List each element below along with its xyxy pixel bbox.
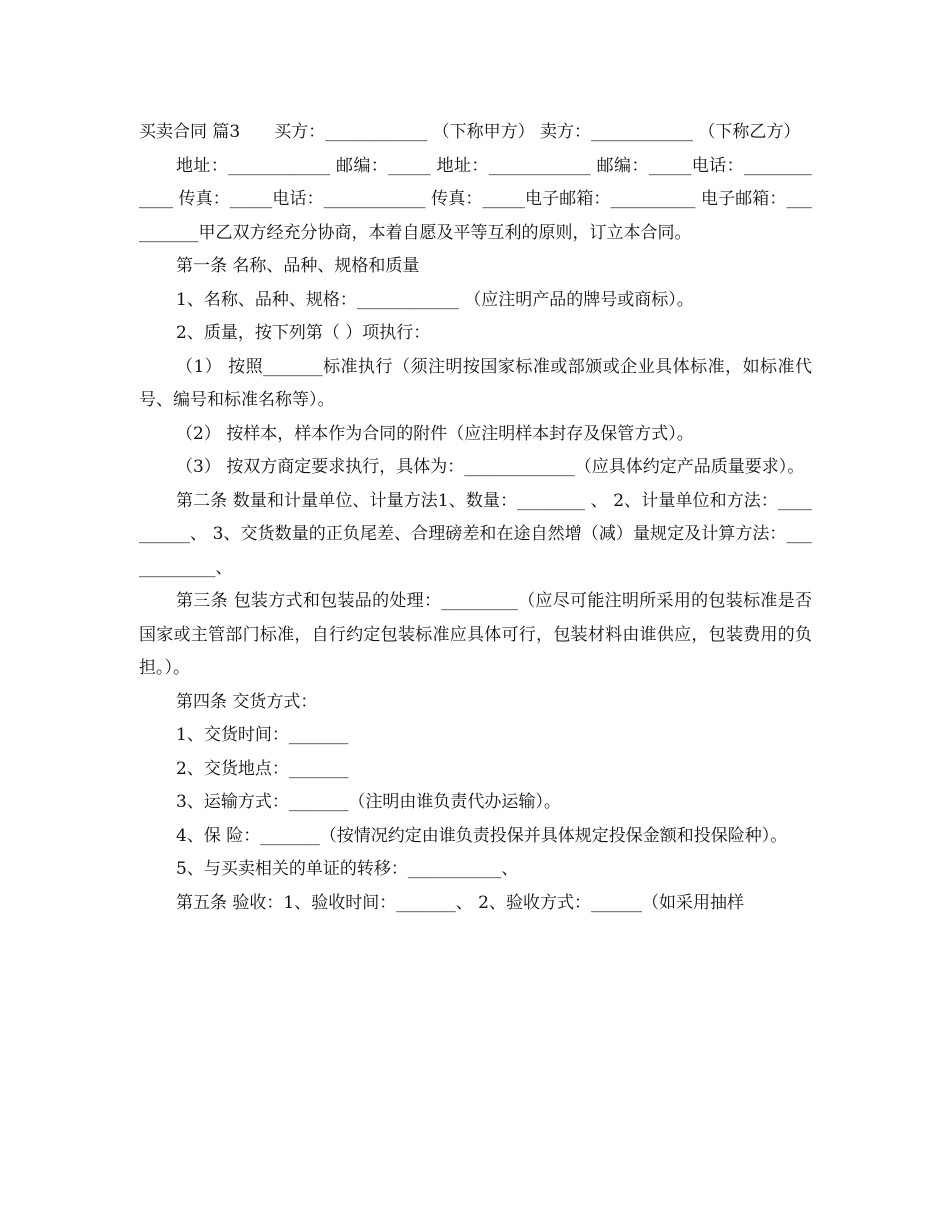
quality-option-2: （2） 按样本，样本作为合同的附件（应注明样本封存及保管方式）。	[176, 423, 694, 444]
article-2: 第二条 数量和计量单位、计量方法1、数量：________ 、 2、计量单位和方法：__________、 3、交货数量的正负尾差、合理磅差和在途自然增（减）量规定及计算方法：____________、	[139, 490, 812, 578]
quality-option-3: （3） 按双方商定要求执行，具体为：_____________（应具体约定产品质量要求）。	[176, 457, 805, 477]
article-1-item-1: 1、名称、品种、规格：____________ （应注明产品的牌号或商标）。	[176, 289, 694, 310]
article-4-item-2: 2、交货地点：_______	[176, 758, 349, 779]
quality-option-1: （1） 按照_______标准执行（须注明按国家标准或部颁或企业具体标准，如标准代号、编号和标准名称等）。	[139, 356, 812, 410]
article-4-item-1: 1、交货时间：_______	[176, 725, 349, 745]
article-1-title: 第一条 名称、品种、规格和质量	[176, 256, 420, 276]
article-4-item-3: 3、运输方式：_______（注明由谁负责代办运输）。	[176, 792, 561, 812]
article-4-title: 第四条 交货方式：	[176, 691, 318, 712]
article-1-item-2: 2、质量，按下列第（ ）项执行：	[176, 323, 431, 343]
party-contact-details: 地址：____________ 邮编：_____ 地址：____________ 邮编：_____电话：____________ 传真：_____电话：____________ 传真：_____电子邮箱：__________ 电子邮箱：__________甲乙双方经充分协商，本着自愿及平等互利的原则，订立本合同。	[139, 155, 812, 243]
article-3: 第三条 包装方式和包装品的处理：_________（应尽可能注明所采用的包装标准是否国家或主管部门标准，自行约定包装标准应具体可行，包装材料由谁供应，包装费用的负担。）。	[139, 591, 812, 678]
article-4-item-4: 4、保 险：_______（按情况约定由谁负责投保并具体规定投保金额和投保险种）。	[176, 825, 788, 846]
article-5: 第五条 验收：1、验收时间：_______、 2、验收方式：______（如采用抽样	[176, 892, 744, 913]
contract-body	[139, 116, 812, 920]
contract-heading-parties: 买卖合同 篇3 买方：____________ （下称甲方） 卖方：____________ （下称乙方）	[139, 122, 801, 142]
article-4-item-5: 5、与买卖相关的单证的转移：___________、	[176, 859, 519, 879]
